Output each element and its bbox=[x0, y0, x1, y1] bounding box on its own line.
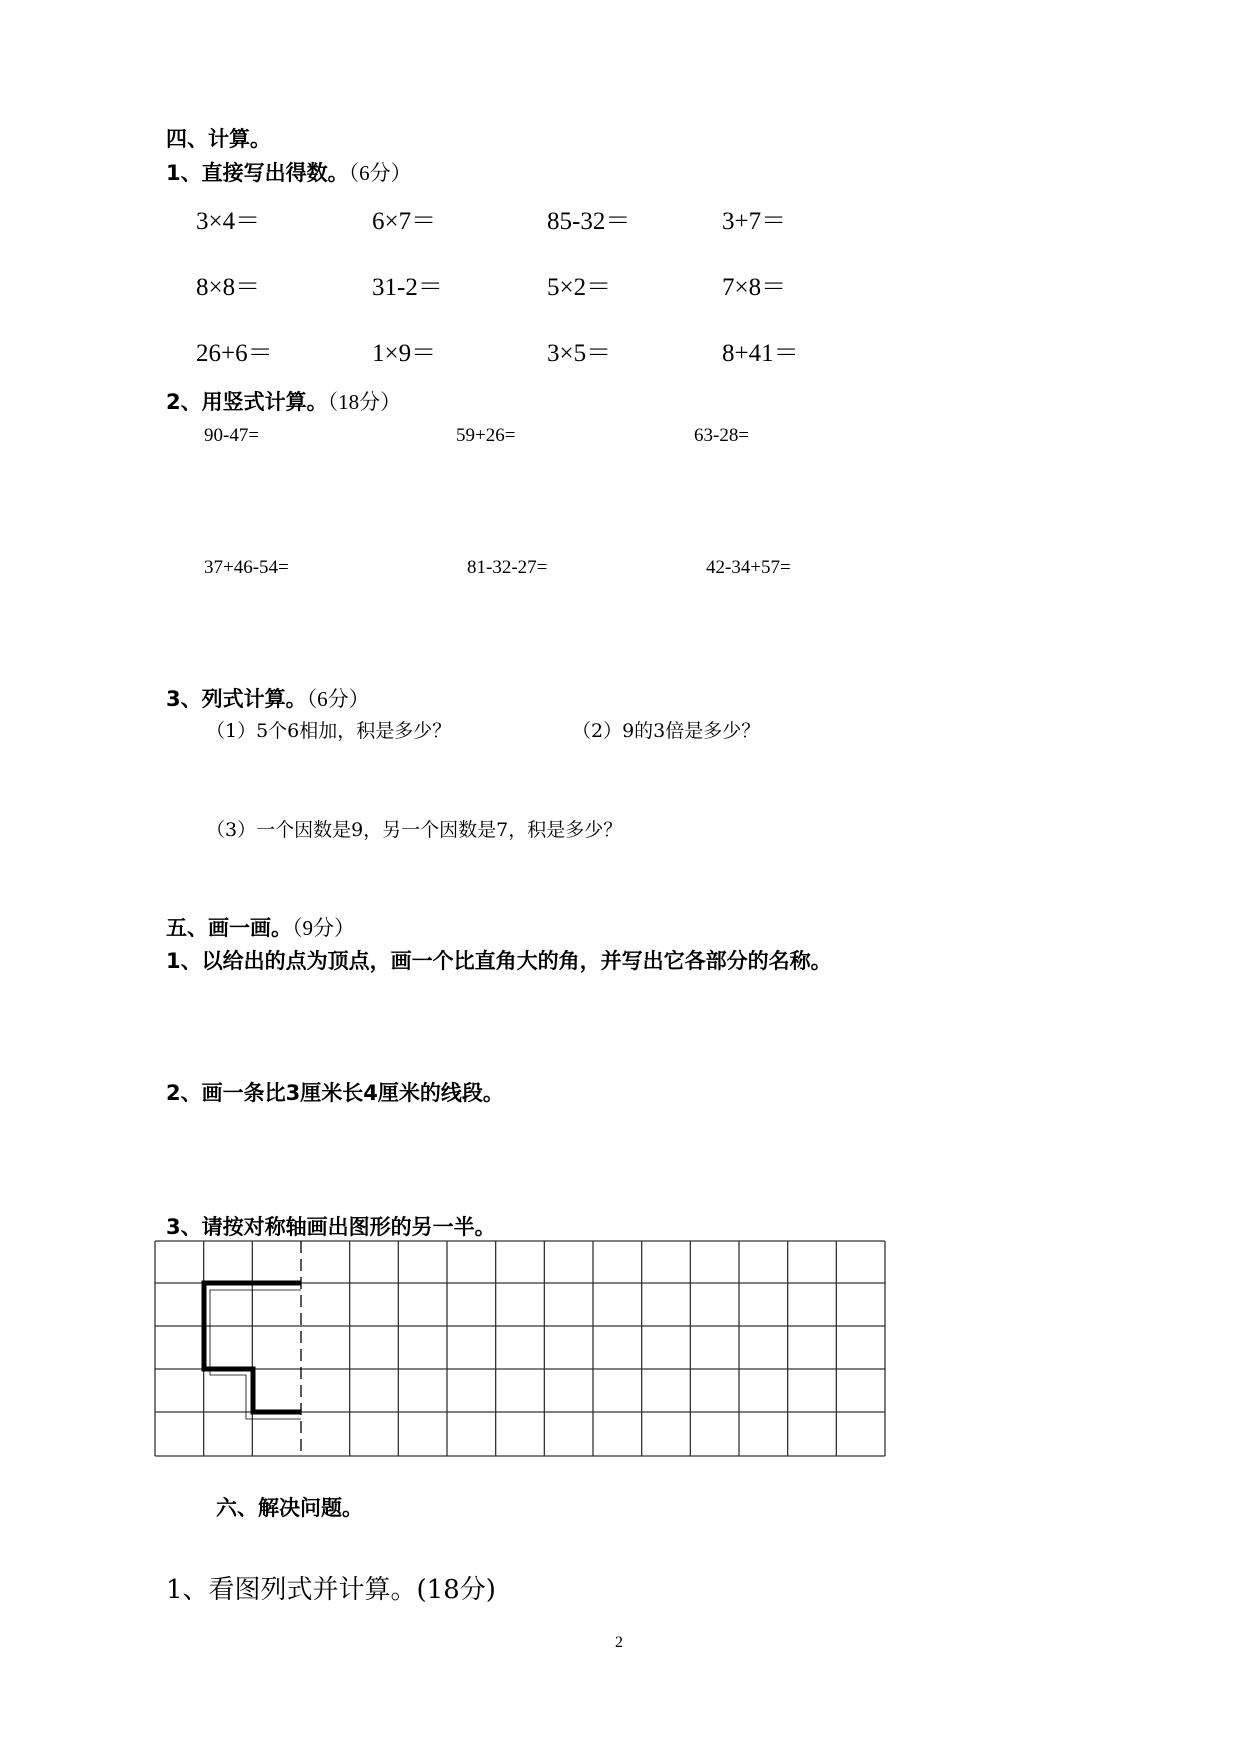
q1-points: （6分） bbox=[348, 161, 412, 185]
section-6-q1: 1、看图列式并计算。(18分) bbox=[166, 1575, 496, 1605]
section-5-label: 五、画一画。 bbox=[166, 916, 292, 940]
q2-points: （18分） bbox=[327, 390, 402, 414]
oral-item: 6×7＝ bbox=[372, 208, 437, 235]
oral-item: 8+41＝ bbox=[722, 340, 799, 367]
section-4-title: 四、计算。 bbox=[166, 127, 271, 151]
vertical-calc-item: 42-34+57= bbox=[706, 557, 791, 578]
page-number: 2 bbox=[615, 1634, 623, 1651]
vertical-calc-item: 63-28= bbox=[694, 425, 750, 446]
oral-item: 7×8＝ bbox=[722, 274, 787, 301]
vertical-calc-item: 90-47= bbox=[204, 425, 260, 446]
oral-item: 3×5＝ bbox=[547, 340, 612, 367]
oral-item: 1×9＝ bbox=[372, 340, 437, 367]
section-5-q2: 2、画一条比3厘米长4厘米的线段。 bbox=[166, 1081, 504, 1105]
oral-item: 85-32＝ bbox=[547, 208, 631, 235]
oral-item: 3×4＝ bbox=[196, 208, 261, 235]
word-calc-item: （2）9的3倍是多少？ bbox=[572, 720, 761, 742]
vertical-calc-item: 81-32-27= bbox=[467, 557, 548, 578]
vertical-calc-item: 59+26= bbox=[456, 425, 516, 446]
section-6-title: 六、解决问题。 bbox=[216, 1496, 363, 1520]
q3-label: 3、列式计算。 bbox=[166, 687, 307, 711]
q1-label: 1、直接写出得数。 bbox=[166, 161, 349, 185]
oral-item: 31-2＝ bbox=[372, 274, 443, 301]
section-5-q3: 3、请按对称轴画出图形的另一半。 bbox=[166, 1215, 496, 1239]
q2-label: 2、用竖式计算。 bbox=[166, 390, 328, 414]
oral-item: 3+7＝ bbox=[722, 208, 787, 235]
q3-points: （6分） bbox=[306, 687, 370, 711]
oral-item: 5×2＝ bbox=[547, 274, 612, 301]
section-5-q1: 1、以给出的点为顶点，画一个比直角大的角，并写出它各部分的名称。 bbox=[166, 949, 832, 973]
oral-item: 8×8＝ bbox=[196, 274, 261, 301]
oral-item: 26+6＝ bbox=[196, 340, 273, 367]
vertical-calc-item: 37+46-54= bbox=[204, 557, 289, 578]
word-calc-item: （1）5个6相加，积是多少？ bbox=[206, 720, 452, 742]
section-5-points: （9分） bbox=[292, 916, 355, 940]
word-calc-item: （3）一个因数是9，另一个因数是7，积是多少？ bbox=[206, 819, 623, 841]
